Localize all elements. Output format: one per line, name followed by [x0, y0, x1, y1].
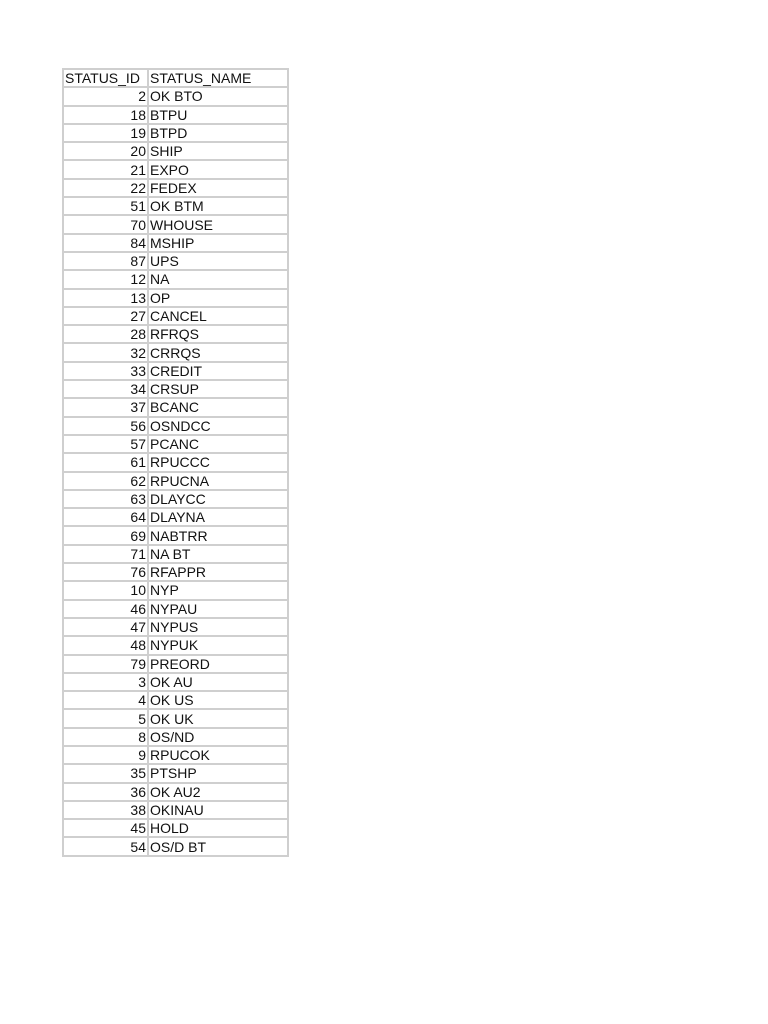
status-id-cell: 84	[63, 234, 148, 252]
status-id-cell: 61	[63, 453, 148, 471]
table-row	[63, 289, 288, 307]
status-name-cell: NABTRR	[148, 526, 288, 544]
status-id-cell: 38	[63, 801, 148, 819]
status-name-cell: RFAPPR	[148, 563, 288, 581]
table-row	[63, 728, 288, 746]
table-row	[63, 252, 288, 270]
table-row	[63, 362, 288, 380]
status-id-cell: 71	[63, 545, 148, 563]
table-row	[63, 398, 288, 416]
status-name-cell: RPUCOK	[148, 746, 288, 764]
table-row	[63, 581, 288, 599]
status-name-cell: OK BTO	[148, 87, 288, 105]
status-name-cell: HOLD	[148, 819, 288, 837]
status-id-cell: 8	[63, 728, 148, 746]
status-name-cell: NA BT	[148, 545, 288, 563]
table-row	[63, 142, 288, 160]
status-id-cell: 56	[63, 417, 148, 435]
table-row	[63, 343, 288, 361]
table-row	[63, 325, 288, 343]
status-table	[62, 68, 289, 857]
status-id-cell: 54	[63, 837, 148, 855]
table-row	[63, 87, 288, 105]
status-name-cell: BTPU	[148, 106, 288, 124]
table-row	[63, 307, 288, 325]
status-id-cell: 20	[63, 142, 148, 160]
status-id-cell: 64	[63, 508, 148, 526]
status-name-cell: SHIP	[148, 142, 288, 160]
table-row	[63, 600, 288, 618]
status-name-cell: OK AU	[148, 673, 288, 691]
table-row	[63, 508, 288, 526]
table-row	[63, 234, 288, 252]
status-name-cell: OK US	[148, 691, 288, 709]
table-row	[63, 270, 288, 288]
status-id-cell: 34	[63, 380, 148, 398]
table-row	[63, 453, 288, 471]
table-row	[63, 215, 288, 233]
table-row	[63, 563, 288, 581]
status-id-cell: 79	[63, 655, 148, 673]
status-id-cell: 76	[63, 563, 148, 581]
status-name-cell: OK AU2	[148, 783, 288, 801]
status-name-cell: OK BTM	[148, 197, 288, 215]
status-id-cell: 33	[63, 362, 148, 380]
status-name-cell: NYPUS	[148, 618, 288, 636]
status-id-cell: 19	[63, 124, 148, 142]
status-id-cell: 70	[63, 215, 148, 233]
status-name-cell: BTPD	[148, 124, 288, 142]
status-id-cell: 22	[63, 179, 148, 197]
status-name-cell: CREDIT	[148, 362, 288, 380]
status-id-cell: 3	[63, 673, 148, 691]
status-name-cell: EXPO	[148, 160, 288, 178]
status-id-cell: 47	[63, 618, 148, 636]
status-name-cell: UPS	[148, 252, 288, 270]
table-row	[63, 179, 288, 197]
table-row	[63, 197, 288, 215]
status-name-cell: PREORD	[148, 655, 288, 673]
status-id-cell: 18	[63, 106, 148, 124]
status-name-cell: MSHIP	[148, 234, 288, 252]
status-id-cell: 2	[63, 87, 148, 105]
status-id-cell: 45	[63, 819, 148, 837]
status-id-cell: 63	[63, 490, 148, 508]
status-name-cell: PTSHP	[148, 764, 288, 782]
status-name-cell: NYPUK	[148, 636, 288, 654]
table-body	[63, 87, 288, 855]
header-status-name: STATUS_NAME	[148, 69, 288, 87]
status-id-cell: 27	[63, 307, 148, 325]
status-id-cell: 51	[63, 197, 148, 215]
table-row	[63, 380, 288, 398]
status-name-cell: WHOUSE	[148, 215, 288, 233]
status-name-cell: CANCEL	[148, 307, 288, 325]
header-row	[63, 69, 288, 87]
status-id-cell: 5	[63, 709, 148, 727]
status-id-cell: 9	[63, 746, 148, 764]
table-row	[63, 783, 288, 801]
status-id-cell: 28	[63, 325, 148, 343]
status-name-cell: DLAYCC	[148, 490, 288, 508]
status-name-cell: NYP	[148, 581, 288, 599]
status-name-cell: OKINAU	[148, 801, 288, 819]
status-id-cell: 13	[63, 289, 148, 307]
header-status-id: STATUS_ID	[63, 69, 148, 87]
table-row	[63, 764, 288, 782]
status-table-container	[62, 68, 287, 857]
table-row	[63, 837, 288, 855]
status-name-cell: RPUCNA	[148, 472, 288, 490]
status-name-cell: CRRQS	[148, 343, 288, 361]
status-id-cell: 46	[63, 600, 148, 618]
table-row	[63, 819, 288, 837]
status-name-cell: FEDEX	[148, 179, 288, 197]
table-row	[63, 618, 288, 636]
status-id-cell: 35	[63, 764, 148, 782]
status-name-cell: OS/D BT	[148, 837, 288, 855]
table-row	[63, 160, 288, 178]
table-row	[63, 124, 288, 142]
status-id-cell: 37	[63, 398, 148, 416]
status-id-cell: 87	[63, 252, 148, 270]
status-id-cell: 69	[63, 526, 148, 544]
table-row	[63, 673, 288, 691]
status-id-cell: 62	[63, 472, 148, 490]
status-name-cell: CRSUP	[148, 380, 288, 398]
table-row	[63, 691, 288, 709]
status-name-cell: RPUCCC	[148, 453, 288, 471]
table-row	[63, 545, 288, 563]
status-name-cell: PCANC	[148, 435, 288, 453]
status-id-cell: 12	[63, 270, 148, 288]
status-name-cell: OK UK	[148, 709, 288, 727]
status-id-cell: 36	[63, 783, 148, 801]
status-name-cell: NYPAU	[148, 600, 288, 618]
table-row	[63, 709, 288, 727]
table-row	[63, 636, 288, 654]
table-row	[63, 746, 288, 764]
status-id-cell: 4	[63, 691, 148, 709]
status-name-cell: OSNDCC	[148, 417, 288, 435]
table-row	[63, 417, 288, 435]
status-name-cell: DLAYNA	[148, 508, 288, 526]
table-row	[63, 655, 288, 673]
status-id-cell: 21	[63, 160, 148, 178]
table-row	[63, 490, 288, 508]
status-name-cell: RFRQS	[148, 325, 288, 343]
status-id-cell: 57	[63, 435, 148, 453]
table-row	[63, 472, 288, 490]
status-name-cell: OS/ND	[148, 728, 288, 746]
table-row	[63, 106, 288, 124]
status-id-cell: 32	[63, 343, 148, 361]
status-name-cell: OP	[148, 289, 288, 307]
status-name-cell: BCANC	[148, 398, 288, 416]
status-id-cell: 48	[63, 636, 148, 654]
status-name-cell: NA	[148, 270, 288, 288]
table-row	[63, 435, 288, 453]
table-row	[63, 801, 288, 819]
table-row	[63, 526, 288, 544]
status-id-cell: 10	[63, 581, 148, 599]
